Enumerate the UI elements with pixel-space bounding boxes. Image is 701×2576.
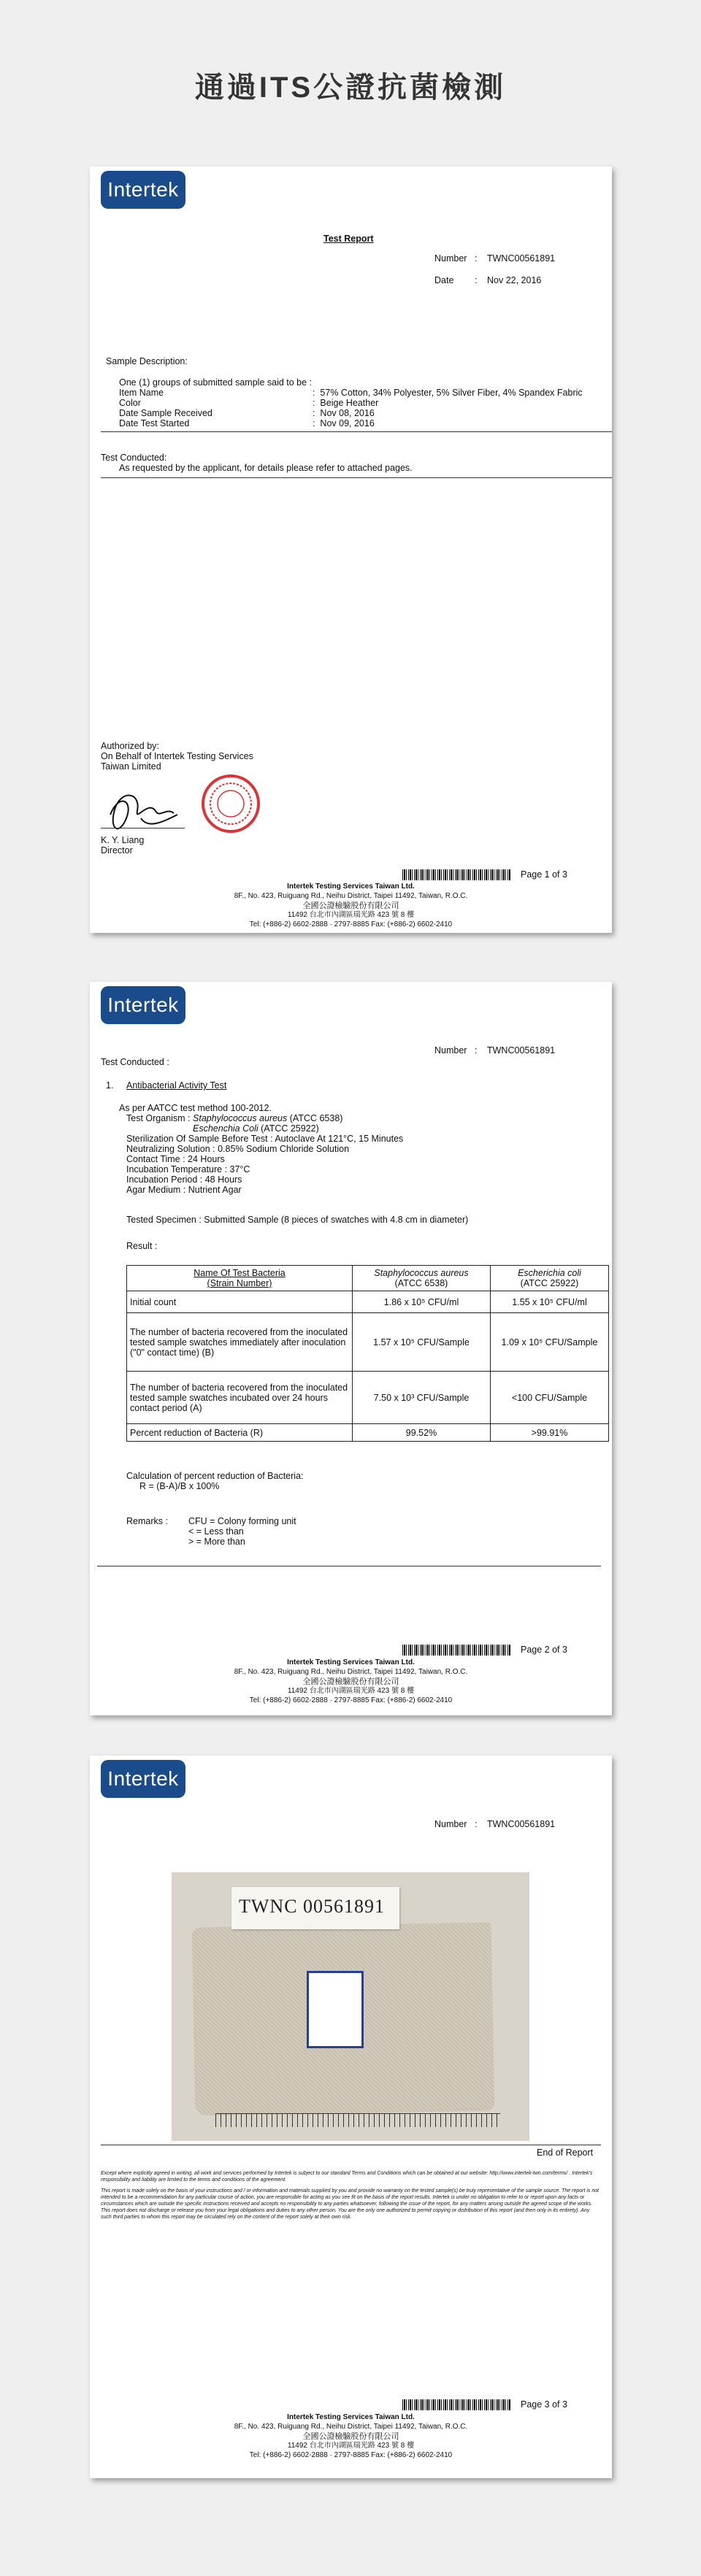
divider [101,477,612,478]
field-row: Date Sample Received : Nov 08, 2016 [119,408,375,418]
end-of-report: End of Report [537,2148,594,2158]
table-row: Initial count 1.86 x 10⁵ CFU/ml 1.55 x 10⁵ CFU/ml [127,1291,609,1313]
test-conducted-label: Test Conducted: [101,453,167,463]
tested-specimen: Tested Specimen : Submitted Sample (8 pieces of swatches with 4.8 cm in diameter) [126,1215,469,1225]
field-row: Item Name : 57% Cotton, 34% Polyester, 5% Silver Fiber, 4% Spandex Fabric [119,388,583,398]
test-organism-1: Test Organism : Staphylococcus aureus (ATCC 6538) [126,1113,343,1123]
footer: Intertek Testing Services Taiwan Ltd. 8F., No. 423, Ruiguang Rd., Neihu District, Taipei 11492, Taiwan, R.O.C. 全國公證檢驗股份有限公司 11492 台北市內湖區瑞光路 423 號 8 樓 Tel: (+886-2) 6602-2888 · 2797-8885 Fax: (+886-2) 6602-2410 [234,2413,468,2459]
table-header-cell: Escherichia coli (ATCC 25922) [491,1266,609,1291]
test-condition: Incubation Period : 48 Hours [126,1174,242,1185]
sample-intro: One (1) groups of submitted sample said to be : [119,377,313,388]
page-number: Page 3 of 3 [521,2399,567,2410]
table-header-cell: Staphylococcus aureus (ATCC 6538) [353,1266,491,1291]
calc-formula: R = (B-A)/B x 100% [139,1481,220,1491]
sample-photo [172,1872,529,2141]
authorized-by: Taiwan Limited [101,761,161,772]
report-page-3 [90,1756,612,2478]
signer-name: K. Y. Liang [101,835,145,845]
page-number: Page 2 of 3 [521,1645,567,1655]
authorized-by: Authorized by: [101,741,159,751]
field-row: Date Test Started : Nov 09, 2016 [119,418,375,428]
number-line: Number : TWNC00561891 [434,1819,556,1829]
test-condition: Incubation Temperature : 37°C [126,1164,250,1174]
test-title: Antibacterial Activity Test [126,1080,227,1091]
results-table [126,1265,609,1442]
test-organism-2: Eschenchia Coli (ATCC 25922) [193,1123,319,1134]
test-condition: Agar Medium : Nutrient Agar [126,1185,242,1195]
table-header-cell: Name Of Test Bacteria (Strain Number) [127,1266,353,1291]
footer: Intertek Testing Services Taiwan Ltd. 8F., No. 423, Ruiguang Rd., Neihu District, Taipei 11492, Taiwan, R.O.C. 全國公證檢驗股份有限公司 11492 台北市內湖區瑞光路 423 號 8 樓 Tel: (+886-2) 6602-2888 · 2797-8885 Fax: (+886-2) 6602-2410 [234,883,468,928]
company-seal-stamp [199,772,262,835]
report-page-2 [90,982,612,1715]
report-page-1 [90,166,612,933]
report-title: Test Report [323,234,374,244]
result-label: Result : [126,1241,158,1251]
table-header-row [127,1266,609,1291]
disclaimer-terms: Except where explicitly agreed in writing, all work and services performed by Intertek is subject to our standard Terms and Conditions which can be obtained at our website: http://www.intertek-twn.com/terms/ . Intertek's responsibility and liability are limited to the terms and conditions of the agreement. [101,2171,593,2183]
page-heading: 通過ITS公證抗菌檢測 [194,72,507,104]
authorized-by: On Behalf of Intertek Testing Services [101,751,253,761]
number-line: Number : TWNC00561891 [434,1045,556,1056]
test-conducted-text: As requested by the applicant, for details please refer to attached pages. [119,463,413,473]
intertek-logo: Intertek [101,171,185,209]
barcode [402,2399,510,2410]
sample-label-sticker [307,1971,364,2048]
signer-title: Director [101,845,133,856]
field-row: Color : Beige Heather [119,398,379,408]
test-condition: Neutralizing Solution : 0.85% Sodium Chloride Solution [126,1144,350,1154]
remark-item: > = More than [188,1537,245,1547]
ruler [215,2113,500,2127]
calc-title: Calculation of percent reduction of Bacteria: [126,1471,304,1481]
remarks-label: Remarks : [126,1516,168,1526]
barcode [402,869,510,880]
intertek-logo: Intertek [101,1760,185,1798]
test-condition: Contact Time : 24 Hours [126,1154,225,1164]
table-row: The number of bacteria recovered from the inoculated tested sample swatches incubated over 24 hours contact period (A) 7.50 x 10³ CFU/Sample <100 CFU/Sample [127,1372,609,1424]
sample-tag-number: TWNC 00561891 [239,1896,386,1917]
remark-item: CFU = Colony forming unit [188,1516,296,1526]
table-row: The number of bacteria recovered from the inoculated tested sample swatches immediately after inoculation ("0" contact time) (B) 1.57 x 10⁵ CFU/Sample 1.09 x 10⁵ CFU/Sample [127,1313,609,1372]
date-line: Date : Nov 22, 2016 [434,275,542,285]
footer: Intertek Testing Services Taiwan Ltd. 8F., No. 423, Ruiguang Rd., Neihu District, Taipei 11492, Taiwan, R.O.C. 全國公證檢驗股份有限公司 11492 台北市內湖區瑞光路 423 號 8 樓 Tel: (+886-2) 6602-2888 · 2797-8885 Fax: (+886-2) 6602-2410 [234,1658,468,1704]
page-number: Page 1 of 3 [521,869,567,880]
remark-item: < = Less than [188,1526,244,1537]
number-line: Number : TWNC00561891 [434,253,556,264]
table-row: Percent reduction of Bacteria (R) 99.52% >99.91% [127,1424,609,1442]
test-condition: Sterilization Of Sample Before Test : Autoclave At 121°C, 15 Minutes [126,1134,404,1144]
barcode [402,1645,510,1656]
intertek-logo: Intertek [101,986,185,1024]
test-conducted-heading: Test Conducted : [101,1057,169,1067]
sample-description-label: Sample Description: [106,356,188,366]
test-method: As per AATCC test method 100-2012. [119,1103,272,1113]
item-number: 1. [106,1080,114,1091]
divider [101,431,612,432]
disclaimer-report: This report is made solely on the basis of your instructions and / or information and materials supplied by you and provide no warranty on the tested sample(s) be truly representative of the sample source. The report is not intended to be a recommendation for any particular course of action, you are responsible for acting as you see fit on the basis of the report results. Intertek is under no obligation to refer to or report upon any facts or circumstances which are outside the specific instructions received and accepts no responsibility to any parties whatsoever, following the issue of the report, for any matters arising outside the agreed scope of the works. This report does not discharge or release you from your legal obligations and duties to any other person. You are the only one authorized to permit copying or distribution of this report (and then only in its entirety). Any such third parties to whom this report may be circulated rely on the content of the report solely at their own risk. [101,2188,600,2220]
